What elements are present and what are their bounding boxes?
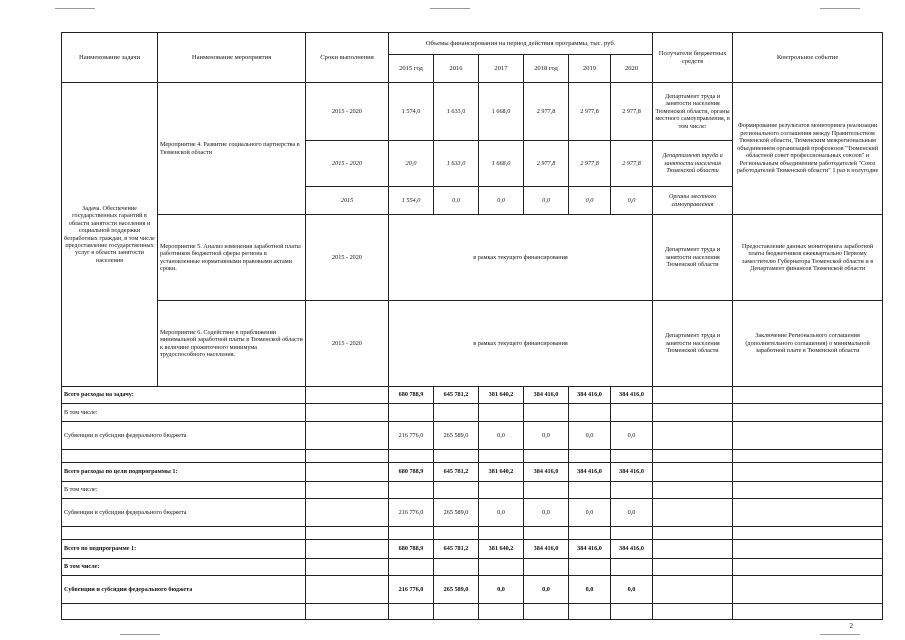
summary-value xyxy=(611,482,653,499)
m5-control: Предоставление данных мониторинга заработной платы бюджетников ежеквартально Первому заместителю Губернатора Тюменской области и в Департамент финансов Тюменской области xyxy=(733,215,883,301)
summary-value xyxy=(524,404,569,422)
summary-period-cell xyxy=(306,450,389,463)
summary-value: 0,0 xyxy=(611,422,653,450)
summary-row xyxy=(62,482,883,499)
summary-row xyxy=(62,450,883,463)
summary-value xyxy=(434,450,479,463)
summary-value: 645 781,2 xyxy=(434,463,479,482)
summary-value: 680 788,9 xyxy=(389,387,434,404)
summary-value: 216 776,0 xyxy=(389,499,434,527)
summary-value xyxy=(434,559,479,576)
m4-value: 2 977,8 xyxy=(524,141,569,187)
m4-recipient: Органы местного самоуправления xyxy=(653,187,733,215)
summary-value xyxy=(434,482,479,499)
header-period: Сроки выполнения xyxy=(306,33,389,83)
summary-value: 0,0 xyxy=(524,499,569,527)
summary-value: 265 589,0 xyxy=(434,576,479,604)
scan-mark xyxy=(820,634,860,635)
summary-label: В том числе: xyxy=(62,482,306,499)
header-year: 2017 xyxy=(479,55,524,83)
summary-value xyxy=(524,559,569,576)
summary-empty-cell xyxy=(653,404,733,422)
summary-value xyxy=(389,450,434,463)
summary-empty-cell xyxy=(733,576,883,604)
summary-label: В том числе: xyxy=(62,559,306,576)
summary-period-cell xyxy=(306,576,389,604)
summary-value: 381 640,2 xyxy=(479,463,524,482)
summary-value xyxy=(389,404,434,422)
summary-empty-cell xyxy=(653,499,733,527)
header-year: 2020 xyxy=(611,55,653,83)
m4-value: 1 633,0 xyxy=(434,141,479,187)
summary-row xyxy=(62,559,883,576)
task-cell: Задача. Обеспечение государственных гарантий в области занятости населения и социальной поддержки безработных граждан, в том числе предоставление государственных услуг в области занятости населения xyxy=(62,83,158,387)
summary-value xyxy=(524,604,569,620)
summary-label: Всего расходы по цели подпрограммы 1: xyxy=(62,463,306,482)
summary-value: 384 416,0 xyxy=(611,540,653,559)
summary-period-cell xyxy=(306,604,389,620)
m4-value: 0,0 xyxy=(569,187,611,215)
summary-value: 384 416,0 xyxy=(569,387,611,404)
summary-label xyxy=(62,604,306,620)
header-funding: Объемы финансирования на период действия программы, тыс. руб. xyxy=(389,33,653,55)
summary-value xyxy=(434,404,479,422)
summary-value xyxy=(389,527,434,540)
measure-4-name: Мероприятие 4. Развитие социального партнерства в Тюменской области xyxy=(158,83,306,215)
summary-label: Субвенции и субсидии федерального бюджета xyxy=(62,576,306,604)
summary-value: 645 781,2 xyxy=(434,540,479,559)
m4-value: 1 668,0 xyxy=(479,83,524,141)
summary-empty-cell xyxy=(653,527,733,540)
summary-value: 680 788,9 xyxy=(389,463,434,482)
summary-value: 0,0 xyxy=(479,499,524,527)
summary-empty-cell xyxy=(733,422,883,450)
summary-value: 381 640,2 xyxy=(479,540,524,559)
m4-value: 0,0 xyxy=(524,187,569,215)
header-measure: Наименование мероприятия xyxy=(158,33,306,83)
measure-5-name: Мероприятие 5. Анализ изменения заработной платы работников бюджетной сферы региона в установленные нормативными правовыми актами сроки. xyxy=(158,215,306,301)
summary-value: 384 416,0 xyxy=(524,387,569,404)
summary-value xyxy=(569,559,611,576)
summary-label: Всего расходы на задачу: xyxy=(62,387,306,404)
header-task: Наименование задачи xyxy=(62,33,158,83)
m4-value: 1 554,0 xyxy=(389,187,434,215)
m4-value: 2 977,8 xyxy=(611,83,653,141)
m4-value: 0,0 xyxy=(434,187,479,215)
summary-empty-cell xyxy=(653,540,733,559)
summary-value xyxy=(524,482,569,499)
summary-empty-cell xyxy=(733,463,883,482)
m4-value: 1 574,0 xyxy=(389,83,434,141)
m4-value: 2 977,8 xyxy=(569,83,611,141)
m4-value: 0,0 xyxy=(611,187,653,215)
summary-period-cell xyxy=(306,463,389,482)
m4-period: 2015 - 2020 xyxy=(306,141,389,187)
summary-empty-cell xyxy=(733,387,883,404)
m4-value: 20,0 xyxy=(389,141,434,187)
page-number: 2 xyxy=(849,622,853,630)
summary-empty-cell xyxy=(733,499,883,527)
summary-row xyxy=(62,463,883,482)
summary-empty-cell xyxy=(653,422,733,450)
summary-value xyxy=(611,450,653,463)
scan-mark xyxy=(120,634,160,635)
header-recipients: Получатели бюджетных средств xyxy=(653,33,733,83)
summary-label: Всего по подпрограмме 1: xyxy=(62,540,306,559)
summary-value: 0,0 xyxy=(611,499,653,527)
summary-section xyxy=(62,387,883,620)
summary-value: 680 788,9 xyxy=(389,540,434,559)
summary-label: В том числе: xyxy=(62,404,306,422)
summary-empty-cell xyxy=(733,559,883,576)
summary-value: 384 416,0 xyxy=(569,540,611,559)
summary-period-cell xyxy=(306,527,389,540)
summary-row xyxy=(62,422,883,450)
summary-value: 216 776,0 xyxy=(389,576,434,604)
summary-value: 0,0 xyxy=(479,576,524,604)
m6-funding: в рамках текущего финансирования xyxy=(389,301,653,387)
summary-empty-cell xyxy=(653,604,733,620)
summary-value xyxy=(611,604,653,620)
header-year: 2019 xyxy=(569,55,611,83)
summary-row xyxy=(62,540,883,559)
summary-value xyxy=(389,482,434,499)
measure-6-name: Мероприятие 6. Содействие в приближении минимальной заработной платы в Тюменской области к величине прожиточного минимума трудоспособного населения. xyxy=(158,301,306,387)
summary-label xyxy=(62,527,306,540)
summary-value: 645 781,2 xyxy=(434,387,479,404)
summary-row xyxy=(62,387,883,404)
summary-empty-cell xyxy=(653,576,733,604)
summary-empty-cell xyxy=(653,482,733,499)
summary-empty-cell xyxy=(733,527,883,540)
summary-value: 0,0 xyxy=(611,576,653,604)
summary-row xyxy=(62,404,883,422)
summary-row xyxy=(62,604,883,620)
summary-empty-cell xyxy=(733,482,883,499)
summary-period-cell xyxy=(306,387,389,404)
m6-period: 2015 - 2020 xyxy=(306,301,389,387)
summary-empty-cell xyxy=(733,540,883,559)
header-control: Контрольное событие xyxy=(733,33,883,83)
summary-value xyxy=(569,450,611,463)
summary-row xyxy=(62,576,883,604)
m4-recipient: Департамент труда и занятости населения Тюменской области xyxy=(653,141,733,187)
m5-funding: в рамках текущего финансирования xyxy=(389,215,653,301)
summary-value xyxy=(479,527,524,540)
summary-value xyxy=(479,404,524,422)
header-year: 2015 год xyxy=(389,55,434,83)
summary-empty-cell xyxy=(733,604,883,620)
summary-value xyxy=(479,482,524,499)
summary-value xyxy=(434,604,479,620)
summary-value xyxy=(611,404,653,422)
summary-value xyxy=(479,604,524,620)
summary-period-cell xyxy=(306,499,389,527)
summary-label xyxy=(62,450,306,463)
summary-value: 265 589,0 xyxy=(434,422,479,450)
program-table xyxy=(61,32,883,620)
summary-period-cell xyxy=(306,482,389,499)
summary-value xyxy=(569,404,611,422)
summary-value xyxy=(569,604,611,620)
summary-value: 381 640,2 xyxy=(479,387,524,404)
scan-mark xyxy=(55,8,95,9)
m4-value: 1 668,0 xyxy=(479,141,524,187)
m6-control: Заключение Регионального соглашения (дополнительного соглашения) о минимальной заработной плате в Тюменской области xyxy=(733,301,883,387)
summary-value: 0,0 xyxy=(524,422,569,450)
m4-period: 2015 - 2020 xyxy=(306,83,389,141)
summary-value: 384 416,0 xyxy=(524,463,569,482)
summary-value: 0,0 xyxy=(479,422,524,450)
m4-value: 0,0 xyxy=(479,187,524,215)
summary-empty-cell xyxy=(733,404,883,422)
m4-control: Формирование результатов мониторинга реализации регионального соглашения между Правительством Тюменской области, Тюменским межрегиональным объединением организаций профсоюзов "Тюменский областной совет профессиональных союзов" и Региональным объединением работодателей "Союз работодателей Тюменской области" 1 раз в полугодие xyxy=(733,83,883,215)
m5-period: 2015 - 2020 xyxy=(306,215,389,301)
summary-value xyxy=(611,527,653,540)
m4-value: 2 977,8 xyxy=(611,141,653,187)
summary-value xyxy=(389,559,434,576)
summary-value: 0,0 xyxy=(524,576,569,604)
m4-recipient: Департамент труда и занятости населения Тюменской области, органы местного самоуправления, в том числе: xyxy=(653,83,733,141)
m5-recipient: Департамент труда и занятости населения Тюменской области xyxy=(653,215,733,301)
summary-value xyxy=(524,527,569,540)
scan-mark xyxy=(430,8,470,9)
summary-row xyxy=(62,527,883,540)
summary-period-cell xyxy=(306,422,389,450)
summary-value xyxy=(524,450,569,463)
summary-value: 384 416,0 xyxy=(569,463,611,482)
summary-value: 384 416,0 xyxy=(524,540,569,559)
summary-empty-cell xyxy=(733,450,883,463)
summary-period-cell xyxy=(306,540,389,559)
summary-value xyxy=(434,527,479,540)
summary-empty-cell xyxy=(653,559,733,576)
summary-row xyxy=(62,499,883,527)
summary-empty-cell xyxy=(653,387,733,404)
summary-empty-cell xyxy=(653,463,733,482)
summary-value: 216 776,0 xyxy=(389,422,434,450)
summary-value xyxy=(569,527,611,540)
summary-value xyxy=(611,559,653,576)
summary-value xyxy=(389,604,434,620)
summary-value xyxy=(479,559,524,576)
summary-value: 0,0 xyxy=(569,499,611,527)
scan-mark xyxy=(820,8,860,9)
summary-period-cell xyxy=(306,559,389,576)
summary-value xyxy=(569,482,611,499)
header-year: 2016 xyxy=(434,55,479,83)
m6-recipient: Департамент труда и занятости населения Тюменской области xyxy=(653,301,733,387)
m4-period: 2015 xyxy=(306,187,389,215)
summary-label: Субвенции и субсидии федерального бюджета xyxy=(62,422,306,450)
summary-label: Субвенции и субсидии федерального бюджета xyxy=(62,499,306,527)
header-year: 2018 год xyxy=(524,55,569,83)
m4-value: 2 977,8 xyxy=(524,83,569,141)
summary-value: 384 416,0 xyxy=(611,463,653,482)
summary-empty-cell xyxy=(653,450,733,463)
summary-period-cell xyxy=(306,404,389,422)
m4-value: 2 977,8 xyxy=(569,141,611,187)
summary-value: 384 416,0 xyxy=(611,387,653,404)
m4-value: 1 633,0 xyxy=(434,83,479,141)
summary-value: 0,0 xyxy=(569,576,611,604)
summary-value xyxy=(479,450,524,463)
summary-value: 0,0 xyxy=(569,422,611,450)
summary-value: 265 589,0 xyxy=(434,499,479,527)
